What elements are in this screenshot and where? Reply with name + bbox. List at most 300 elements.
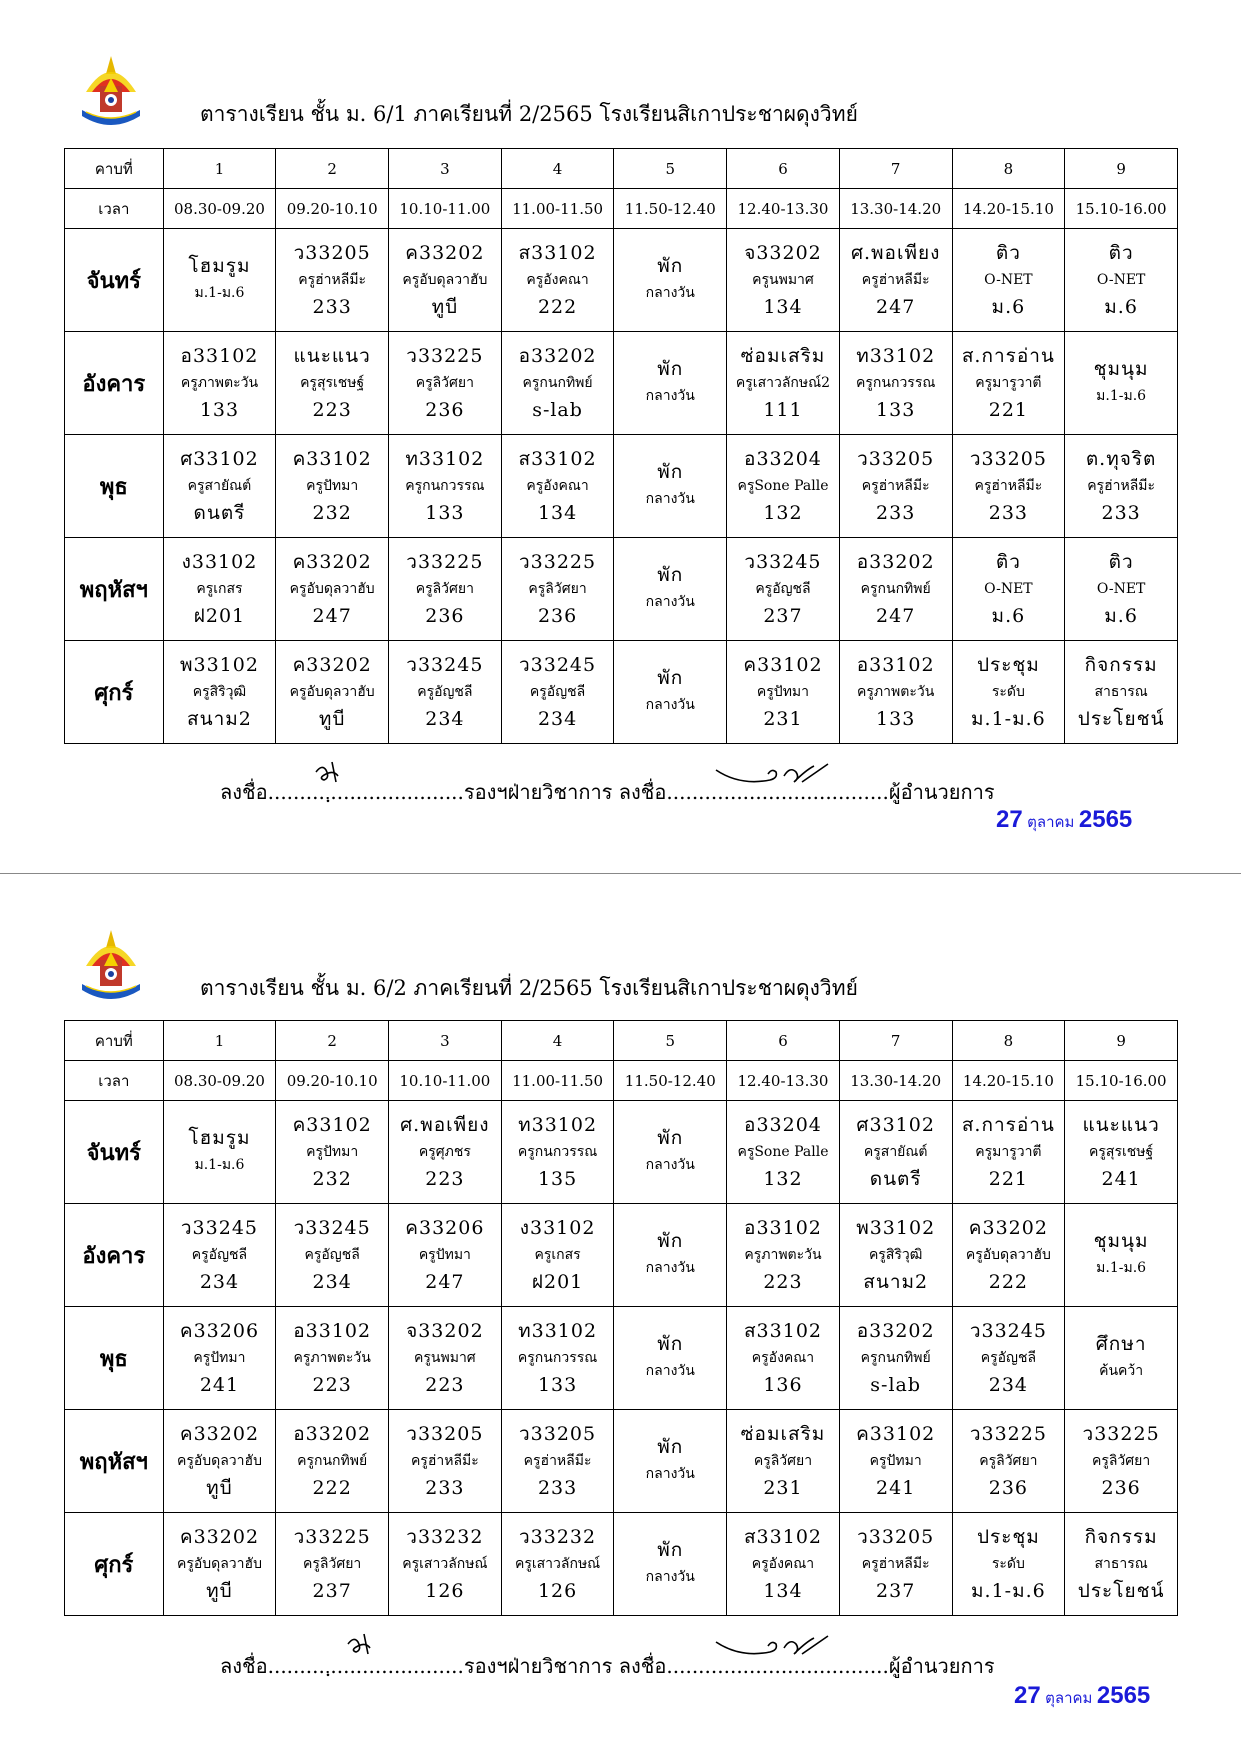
subject-code: ว33245 [406, 654, 484, 676]
room: 223 [425, 1168, 465, 1190]
class-cell [1065, 435, 1178, 538]
subject-code: ค33102 [292, 1114, 372, 1136]
subject-code: กิจกรรม [1084, 654, 1158, 676]
room: 234 [537, 708, 578, 730]
teacher-name: ระดับ [991, 1556, 1025, 1572]
teacher-name: ครูปัทมา [418, 1247, 471, 1263]
class-cell [389, 1513, 502, 1616]
time-slot: 14.20-15.10 [952, 1061, 1065, 1101]
room: 135 [537, 1168, 578, 1190]
room: 111 [763, 399, 803, 421]
class-cell [389, 1410, 502, 1513]
teacher-name: O-NET [984, 581, 1033, 597]
day-row [65, 435, 1178, 538]
class-cell [952, 332, 1065, 435]
time-slot: 14.20-15.10 [952, 189, 1065, 229]
signature-line: ลงชื่อ..........ฺ.....................รองฯฝ่ายวิชาการ ลงชื่อ...................................ผู้อำนวยการ [220, 1654, 995, 1678]
teacher-name: ครูฮ่าหลีมีะ [974, 478, 1043, 494]
class-cell [163, 435, 276, 538]
teacher-name: ครูอัญชลี [417, 684, 473, 700]
room: 247 [425, 1271, 465, 1293]
class-cell [276, 1410, 389, 1513]
date-day: 27 [996, 806, 1023, 833]
subject-code: ว33205 [406, 1423, 484, 1445]
room: ม.6 [991, 296, 1026, 318]
class-cell [276, 538, 389, 641]
date-day: 27 [1014, 1682, 1041, 1709]
teacher-name: ครูลิวัศยา [1091, 1453, 1151, 1469]
subject-code: ส33102 [743, 1320, 822, 1342]
class-cell [389, 435, 502, 538]
teacher-name: ครูลิวัศยา [979, 1453, 1038, 1469]
teacher-name: ครูฮ่าหลีมีะ [1087, 478, 1156, 494]
time-slot: 08.30-09.20 [163, 189, 276, 229]
class-cell [163, 1204, 276, 1307]
teacher-name: กลางวัน [645, 1260, 695, 1276]
subject-code: ว33245 [969, 1320, 1047, 1342]
day-name: ศุกร์ [65, 641, 164, 744]
room: 231 [763, 1477, 803, 1499]
class-cell [614, 1307, 727, 1410]
class-cell [276, 1513, 389, 1616]
time-slot: 12.40-13.30 [727, 189, 840, 229]
room: 233 [988, 502, 1029, 524]
day-name: พุธ [65, 1307, 164, 1410]
class-cell [839, 1513, 952, 1616]
day-name: พุธ [65, 435, 164, 538]
subject-code: ง33102 [519, 1217, 596, 1239]
teacher-name: ครูกนกทิพย์ [860, 581, 931, 597]
teacher-name: ครูอังคณา [526, 272, 589, 288]
date-year: 2565 [1096, 1682, 1151, 1709]
teacher-name: ครูอัญชลี [529, 684, 586, 700]
time-label: เวลา [65, 1061, 164, 1101]
subject-code: พัก [657, 1333, 684, 1355]
period-number: 5 [614, 1021, 727, 1061]
teacher-name: ครูอังคณา [751, 1350, 815, 1366]
period-number: 8 [952, 1021, 1065, 1061]
subject-code: พัก [657, 1436, 684, 1458]
subject-code: พัก [657, 461, 684, 483]
room: 236 [425, 605, 465, 627]
room: 234 [199, 1271, 240, 1293]
subject-code: อ33204 [744, 1114, 822, 1136]
room: 133 [425, 502, 465, 524]
room: ประโยชน์ [1077, 708, 1165, 730]
subject-code: ศ33102 [180, 448, 259, 470]
teacher-name: O-NET [1096, 581, 1146, 597]
subject-code: จ33202 [406, 1320, 484, 1342]
class-cell [1065, 538, 1178, 641]
class-cell [501, 435, 614, 538]
class-cell [501, 1513, 614, 1616]
room: 237 [312, 1580, 352, 1602]
room: 134 [763, 296, 803, 318]
subject-code: ว33225 [969, 1423, 1047, 1445]
teacher-name: กลางวัน [645, 1569, 695, 1585]
class-cell [614, 435, 727, 538]
class-cell [1065, 1204, 1178, 1307]
room: 221 [988, 399, 1029, 421]
teacher-name: ครูปัทมา [193, 1350, 246, 1366]
subject-code: ค33202 [179, 1423, 260, 1445]
room: ม.1-ม.6 [971, 708, 1046, 730]
teacher-name: ครูกนกวรรณ [517, 1144, 598, 1160]
subject-code: ชุมนุม [1093, 358, 1149, 380]
room: 222 [312, 1477, 352, 1499]
period-number: 8 [952, 149, 1065, 189]
time-row [65, 189, 1178, 229]
subject-code: ว33225 [1082, 1423, 1160, 1445]
subject-code: ว33245 [744, 551, 822, 573]
subject-code: ง33102 [181, 551, 258, 573]
teacher-name: ครูสายัณต์ [187, 478, 252, 494]
subject-code: ศึกษา [1095, 1333, 1147, 1355]
subject-code: พัก [657, 255, 684, 277]
date-year: 2565 [1078, 806, 1133, 833]
class-cell [1065, 1410, 1178, 1513]
date-stamp [996, 806, 1132, 834]
room: 133 [537, 1374, 578, 1396]
room: 241 [199, 1374, 240, 1396]
room: 237 [763, 605, 803, 627]
room: ฝ201 [193, 605, 246, 627]
subject-code: อ33102 [180, 345, 259, 367]
subject-code: ชุมนุม [1093, 1230, 1149, 1252]
teacher-name: ครูอับดุลวาฮับ [965, 1247, 1051, 1263]
room: สนาม2 [863, 1271, 929, 1293]
teacher-name: ครูSone Palle [737, 478, 829, 494]
subject-code: ซ่อมเสริม [740, 1423, 826, 1445]
subject-code: ว33205 [293, 242, 371, 264]
class-cell [276, 229, 389, 332]
class-cell [952, 1513, 1065, 1616]
teacher-name: ครูเกสร [534, 1247, 581, 1263]
subject-code: ว33232 [519, 1526, 597, 1548]
room: 133 [199, 399, 240, 421]
teacher-name: ครูอับดุลวาฮับ [289, 581, 375, 597]
class-cell [839, 332, 952, 435]
teacher-name: ครูมารูวาตี [975, 375, 1042, 391]
subject-code: ต.ทุจริต [1085, 448, 1157, 470]
class-cell [839, 1204, 952, 1307]
subject-code: อ33102 [293, 1320, 372, 1342]
class-cell [501, 1410, 614, 1513]
day-row [65, 1101, 1178, 1204]
class-cell [389, 1101, 502, 1204]
class-cell [614, 1513, 727, 1616]
school-logo-icon [78, 52, 144, 134]
time-slot: 11.00-11.50 [501, 189, 614, 229]
room: 241 [1101, 1168, 1141, 1190]
class-cell [839, 1410, 952, 1513]
teacher-name: ครูเกสร [196, 581, 243, 597]
class-cell [614, 1410, 727, 1513]
teacher-name: ม.1-ม.6 [194, 1157, 245, 1173]
teacher-name: ครูฮ่าหลีมีะ [861, 478, 930, 494]
room: ทูบี [318, 708, 346, 730]
teacher-name: ค้นคว้า [1099, 1363, 1144, 1379]
class-cell [952, 435, 1065, 538]
period-number: 6 [727, 1021, 840, 1061]
period-number: 4 [501, 149, 614, 189]
class-cell [276, 1307, 389, 1410]
teacher-name: ครูสิริวุฒิ [868, 1247, 923, 1263]
subject-code: อ33204 [744, 448, 822, 470]
time-slot: 12.40-13.30 [727, 1061, 840, 1101]
time-slot: 13.30-14.20 [839, 1061, 952, 1101]
time-slot: 11.50-12.40 [614, 189, 727, 229]
subject-code: ค33202 [968, 1217, 1048, 1239]
subject-code: พัก [657, 358, 684, 380]
teacher-name: ครูปัทมา [306, 1144, 359, 1160]
class-cell [163, 641, 276, 744]
room: 134 [763, 1580, 803, 1602]
class-cell [276, 332, 389, 435]
school-logo-icon [78, 926, 144, 1008]
subject-code: พัก [657, 564, 684, 586]
class-cell [614, 1101, 727, 1204]
room: 234 [425, 708, 465, 730]
day-name: อังคาร [65, 332, 164, 435]
period-number: 2 [276, 1021, 389, 1061]
class-cell [1065, 1513, 1178, 1616]
room: ม.6 [1104, 605, 1138, 627]
period-number: 2 [276, 149, 389, 189]
teacher-name: ครูอับดุลวาฮับ [289, 684, 375, 700]
class-cell [389, 1204, 502, 1307]
teacher-name: ม.1-ม.6 [1096, 1260, 1147, 1276]
teacher-name: ครูอัญชลี [304, 1247, 360, 1263]
teacher-name: ครูเสาวลักษณ์ [402, 1556, 488, 1572]
teacher-name: ครูลิวัศยา [415, 581, 474, 597]
class-cell [163, 1410, 276, 1513]
room: 233 [1101, 502, 1141, 524]
room: 133 [876, 399, 916, 421]
subject-code: ส.การอ่าน [961, 345, 1055, 367]
class-cell [163, 1513, 276, 1616]
teacher-name: ครูอังคณา [526, 478, 589, 494]
teacher-name: ครูภาพตะวัน [293, 1350, 371, 1366]
teacher-name: ครูสุรเชษฐ์ [300, 375, 365, 391]
schedule-section-2 [0, 870, 1241, 1730]
class-cell [727, 435, 840, 538]
class-cell [276, 1204, 389, 1307]
class-cell [614, 332, 727, 435]
room: 223 [312, 1374, 352, 1396]
subject-code: ท33102 [856, 345, 936, 367]
teacher-name: ครูกนกวรรณ [517, 1350, 598, 1366]
teacher-name: สาธารณ [1094, 1556, 1148, 1572]
subject-code: ว33225 [293, 1526, 371, 1548]
teacher-name: ครูสุรเชษฐ์ [1089, 1144, 1154, 1160]
teacher-name: สาธารณ [1094, 684, 1148, 700]
room: ทูบี [206, 1477, 233, 1499]
teacher-name: ครูอัญชลี [980, 1350, 1037, 1366]
subject-code: พัก [657, 1230, 684, 1252]
room: ดนตรี [193, 502, 246, 524]
subject-code: ค33202 [179, 1526, 260, 1548]
subject-code: ส33102 [743, 1526, 822, 1548]
day-name: อังคาร [65, 1204, 164, 1307]
period-header-row [65, 149, 1178, 189]
room: ดนตรี [869, 1168, 922, 1190]
room: 233 [537, 1477, 578, 1499]
teacher-name: ครูปัทมา [869, 1453, 922, 1469]
class-cell [839, 1101, 952, 1204]
room: 133 [876, 708, 916, 730]
subject-code: ประชุม [976, 654, 1040, 676]
period-number: 9 [1065, 149, 1178, 189]
teacher-name: ครูอับดุลวาฮับ [402, 272, 488, 288]
subject-code: อ33202 [293, 1423, 372, 1445]
class-cell [389, 538, 502, 641]
subject-code: กิจกรรม [1084, 1526, 1158, 1548]
class-cell [501, 332, 614, 435]
day-row [65, 1513, 1178, 1616]
class-cell [614, 229, 727, 332]
teacher-name: ครูอัญชลี [191, 1247, 248, 1263]
schedule-section-1 [0, 0, 1241, 860]
room: ประโยชน์ [1077, 1580, 1165, 1602]
period-header-row [65, 1021, 1178, 1061]
schedule-title: ตารางเรียน ชั้น ม. 6/1 ภาคเรียนที่ 2/2565 โรงเรียนสิเกาประชาผดุงวิทย์ [200, 102, 858, 126]
class-cell [501, 1307, 614, 1410]
teacher-name: ครูกนกทิพย์ [297, 1453, 368, 1469]
subject-code: พัก [657, 667, 684, 689]
teacher-name: กลางวัน [645, 594, 695, 610]
teacher-name: O-NET [1096, 272, 1146, 288]
period-number: 7 [839, 1021, 952, 1061]
subject-code: ค33202 [292, 551, 372, 573]
time-slot: 15.10-16.00 [1065, 189, 1178, 229]
subject-code: ค33202 [405, 242, 485, 264]
class-cell [276, 1101, 389, 1204]
subject-code: ส33102 [518, 242, 597, 264]
class-cell [389, 332, 502, 435]
class-cell [727, 1101, 840, 1204]
subject-code: จ33202 [744, 242, 822, 264]
teacher-name: ม.1-ม.6 [1096, 388, 1147, 404]
teacher-name: ครูกนกวรรณ [856, 375, 936, 391]
subject-code: โฮมรูม [188, 255, 251, 277]
class-cell [839, 1307, 952, 1410]
room: s-lab [532, 399, 583, 421]
subject-code: ศ.พอเพียง [400, 1114, 490, 1136]
room: สนาม2 [187, 708, 252, 730]
class-cell [727, 1410, 840, 1513]
teacher-name: ครูเสาวลักษณ์ [514, 1556, 601, 1572]
class-cell [839, 538, 952, 641]
class-cell [501, 641, 614, 744]
time-slot: 09.20-10.10 [276, 1061, 389, 1101]
class-cell [163, 332, 276, 435]
period-number: 1 [163, 1021, 276, 1061]
class-cell [389, 1307, 502, 1410]
subject-code: ว33205 [519, 1423, 597, 1445]
date-stamp [1014, 1682, 1150, 1710]
class-cell [839, 229, 952, 332]
teacher-name: ครูอับดุลวาฮับ [176, 1453, 262, 1469]
class-cell [727, 332, 840, 435]
class-cell [614, 1204, 727, 1307]
day-row [65, 332, 1178, 435]
teacher-name: ครูกนกทิพย์ [522, 375, 593, 391]
subject-code: ว33245 [180, 1217, 259, 1239]
class-cell [952, 229, 1065, 332]
room: ม.6 [1104, 296, 1138, 318]
room: 236 [988, 1477, 1029, 1499]
teacher-name: กลางวัน [645, 491, 695, 507]
room: 222 [988, 1271, 1029, 1293]
time-slot: 15.10-16.00 [1065, 1061, 1178, 1101]
class-cell [614, 641, 727, 744]
teacher-name: ครูกนกทิพย์ [860, 1350, 931, 1366]
subject-code: ท33102 [518, 1114, 598, 1136]
time-slot: 13.30-14.20 [839, 189, 952, 229]
subject-code: ส33102 [518, 448, 597, 470]
teacher-name: กลางวัน [645, 1363, 695, 1379]
period-number: 6 [727, 149, 840, 189]
subject-code: ว33225 [406, 551, 484, 573]
subject-code: ค33102 [743, 654, 823, 676]
class-cell [389, 641, 502, 744]
day-row [65, 1410, 1178, 1513]
room: 234 [988, 1374, 1029, 1396]
subject-code: ค33102 [856, 1423, 936, 1445]
teacher-name: กลางวัน [645, 1157, 695, 1173]
class-cell [727, 538, 840, 641]
room: 231 [763, 708, 803, 730]
class-cell [1065, 1307, 1178, 1410]
period-number: 3 [389, 149, 502, 189]
teacher-name: ครูอับดุลวาฮับ [176, 1556, 262, 1572]
subject-code: ศ33102 [856, 1114, 935, 1136]
room: 247 [876, 605, 916, 627]
period-number: 3 [389, 1021, 502, 1061]
teacher-name: ครูภาพตะวัน [744, 1247, 822, 1263]
room: 136 [763, 1374, 803, 1396]
subject-code: ว33205 [857, 1526, 935, 1548]
room: 222 [537, 296, 578, 318]
period-label: คาบที่ [65, 149, 164, 189]
day-row [65, 538, 1178, 641]
subject-code: ติว [995, 242, 1021, 264]
day-name: พฤหัสฯ [65, 538, 164, 641]
room: 241 [876, 1477, 916, 1499]
subject-code: ว33245 [293, 1217, 371, 1239]
period-number: 4 [501, 1021, 614, 1061]
time-slot: 11.00-11.50 [501, 1061, 614, 1101]
subject-code: อ33202 [518, 345, 597, 367]
class-cell [163, 229, 276, 332]
room: 232 [312, 502, 352, 524]
teacher-name: กลางวัน [645, 1466, 695, 1482]
teacher-name: ครูฮ่าหลีมีะ [298, 272, 367, 288]
subject-code: ค33206 [179, 1320, 260, 1342]
teacher-name: ครูลิวัศยา [528, 581, 587, 597]
class-cell [952, 538, 1065, 641]
subject-code: ส.การอ่าน [961, 1114, 1055, 1136]
period-number: 7 [839, 149, 952, 189]
teacher-name: ครูภาพตะวัน [857, 684, 935, 700]
subject-code: ว33205 [969, 448, 1047, 470]
subject-code: ว33205 [857, 448, 935, 470]
day-row [65, 1204, 1178, 1307]
date-month: ตุลาคม [1027, 814, 1075, 831]
teacher-name: ครูนพมาศ [752, 272, 814, 288]
subject-code: ติว [1108, 242, 1134, 264]
